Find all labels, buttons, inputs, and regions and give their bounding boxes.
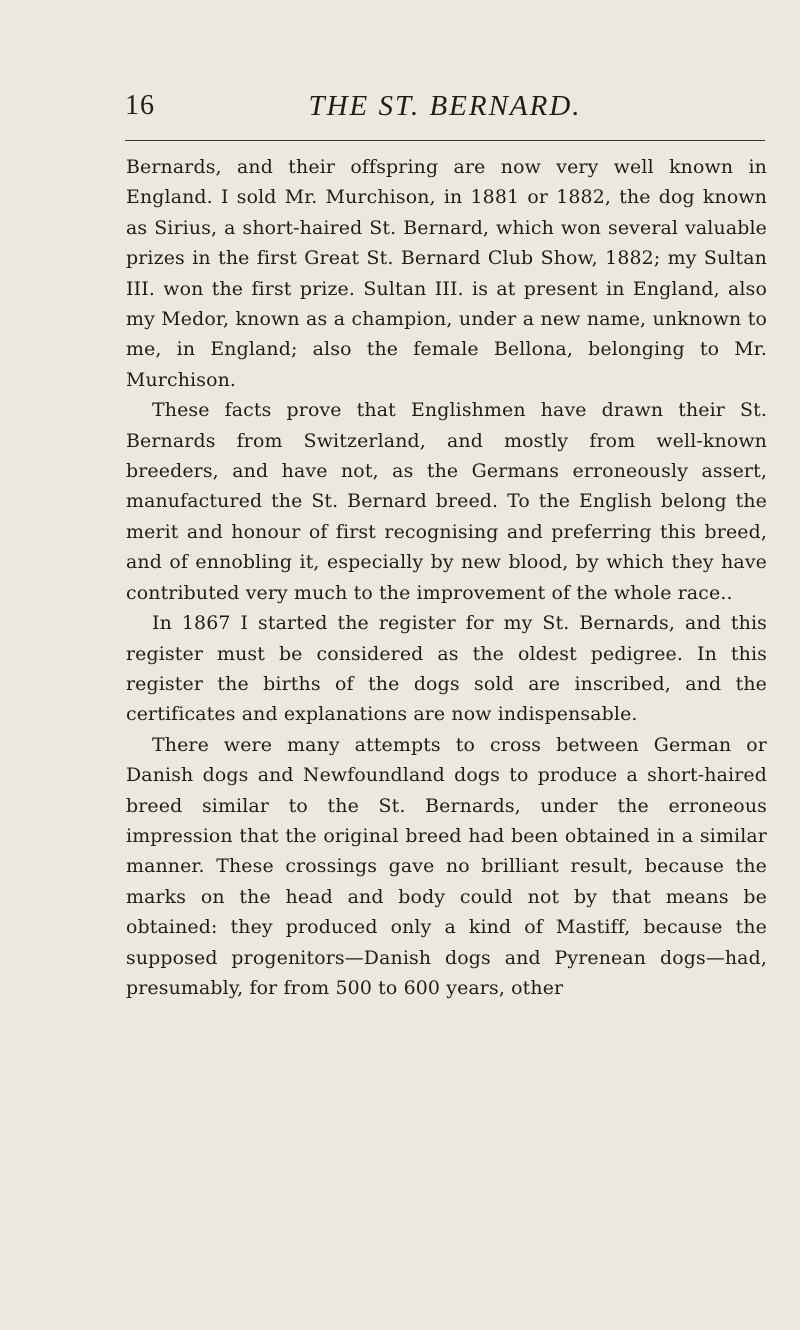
paragraph: In 1867 I started the register for my St. Bernards, and this register must be considered as the oldest pedigree. In this register the births of the dogs sold are inscribed, and the certificates and explanations are now indispensable. <box>126 612 767 726</box>
paragraph: Bernards, and their offspring are now very well known in England. I sold Mr. Murchison, in 1881 or 1882, the dog known as Sirius, a short-haired St. Bernard, which won several valuable prizes in the first Great St. Bernard Club Show, 1882; my Sultan III. won the first prize. Sultan III. is at present in England, also my Medor, known as a champion, under a new name, unknown to me, in England; also the female Bellona, belonging to Mr. Murchison. <box>126 156 767 391</box>
header-rule <box>125 140 765 141</box>
running-title: THE ST. BERNARD. <box>308 90 582 122</box>
body-text <box>126 152 767 1003</box>
paragraph: These facts prove that Englishmen have drawn their St. Bernards from Switzerland, and mostly from well-known breeders, and have not, as the Germans erroneously assert, manufactured the St. Bernard breed. To the English belong the merit and honour of first recognising and preferring this breed, and of ennobling it, especially by new blood, by which they have contributed very much to the improvement of the whole race.. <box>126 399 767 604</box>
paragraph: There were many attempts to cross between German or Danish dogs and Newfoundland dogs to produce a short-haired breed similar to the St. Bernards, under the erroneous impression that the original breed had been obtained in a similar manner. These crossings gave no brilliant result, because the marks on the head and body could not by that means be obtained: they produced only a kind of Mastiff, because the supposed progenitors—Danish dogs and Pyrenean dogs—had, presumably, for from 500 to 600 years, other <box>126 733 767 999</box>
running-head <box>125 86 765 126</box>
page-number: 16 <box>125 90 155 121</box>
